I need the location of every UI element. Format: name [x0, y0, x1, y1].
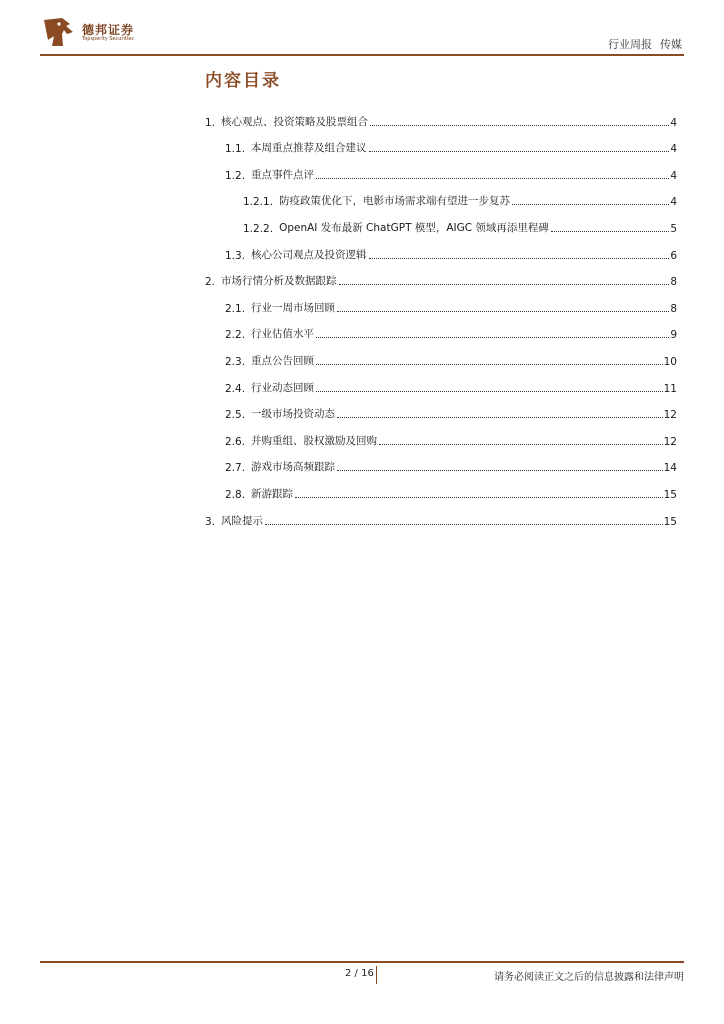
toc-entry[interactable] [205, 395, 677, 422]
toc-entry[interactable] [205, 368, 677, 395]
toc-entry[interactable] [205, 235, 677, 262]
toc-entry-number: 1. [205, 116, 216, 129]
toc-entry-number: 2.5. [225, 409, 246, 422]
toc-entry-number: 1.2.2. [243, 222, 274, 235]
toc-entry-title: 并购重组、股权激励及回购 [251, 434, 378, 447]
toc-dot-leader [512, 204, 669, 205]
report-sector: 传媒 [660, 38, 682, 51]
toc-entry-title: 风险提示 [221, 514, 264, 527]
toc-dot-leader [316, 364, 663, 365]
toc-entry-number: 1.2. [225, 169, 246, 182]
toc-dot-leader [551, 231, 669, 232]
toc-entry-title: OpenAI 发布最新 ChatGPT 模型，AIGC 领域再添里程碑 [279, 221, 549, 234]
toc-entry-page: 5 [670, 222, 677, 235]
toc-dot-leader [369, 151, 670, 152]
toc-entry-page: 4 [670, 196, 677, 209]
toc-dot-leader [379, 444, 663, 445]
toc-dot-leader [337, 417, 663, 418]
toc-entry-number: 2.8. [225, 488, 246, 501]
toc-entry-title: 新游跟踪 [251, 487, 294, 500]
toc-entry[interactable] [205, 102, 677, 129]
toc-entry[interactable] [205, 129, 677, 156]
toc-entry-title: 市场行情分析及数据跟踪 [221, 275, 337, 288]
toc-entry[interactable] [205, 448, 677, 475]
toc-dot-leader [337, 470, 663, 471]
toc-entry-page: 10 [663, 355, 677, 368]
report-category [608, 36, 682, 52]
toc-entry[interactable] [205, 421, 677, 448]
toc-entry-title: 本周重点推荐及组合建议 [251, 142, 367, 155]
footer-divider [40, 961, 684, 963]
toc-dot-leader [316, 178, 669, 179]
toc-entry[interactable] [205, 315, 677, 342]
toc-entry[interactable] [205, 155, 677, 182]
toc-title: 内容目录 [205, 71, 281, 91]
toc-entry[interactable] [205, 262, 677, 289]
page-number: 2 / 16 [345, 968, 374, 979]
toc-entry-number: 2.1. [225, 302, 246, 315]
toc-entry-page: 11 [663, 382, 677, 395]
toc-entry-page: 15 [663, 488, 677, 501]
toc-dot-leader [339, 284, 670, 285]
toc-entry[interactable] [205, 208, 677, 235]
toc-entry-number: 1.1. [225, 143, 246, 156]
toc-entry-page: 8 [670, 302, 677, 315]
toc-entry-page: 14 [663, 462, 677, 475]
toc-entry-number: 2. [205, 276, 216, 289]
toc-entry-title: 重点事件点评 [251, 168, 315, 181]
report-type: 行业周报 [608, 38, 652, 51]
horse-head-logo-icon [40, 16, 76, 50]
toc-entry-page: 4 [670, 116, 677, 129]
toc-entry-page: 6 [670, 249, 677, 262]
toc-entry-title: 核心观点、投资策略及股票组合 [221, 115, 369, 128]
toc-entry-number: 2.4. [225, 382, 246, 395]
header-divider [40, 54, 684, 56]
toc-entry-title: 行业一周市场回顾 [251, 301, 336, 314]
toc-entry-number: 2.7. [225, 462, 246, 475]
toc-entry[interactable] [205, 474, 677, 501]
toc-dot-leader [337, 311, 669, 312]
toc-dot-leader [316, 391, 663, 392]
toc-entry-title: 行业动态回顾 [251, 381, 315, 394]
toc-entry-number: 2.6. [225, 435, 246, 448]
toc-entry-title: 核心公司观点及投资逻辑 [251, 248, 367, 261]
toc-entry-page: 8 [670, 276, 677, 289]
toc-entry-number: 1.3. [225, 249, 246, 262]
toc-entry[interactable] [205, 341, 677, 368]
footer-separator [376, 966, 377, 984]
toc-entry-page: 12 [663, 435, 677, 448]
toc-entry-page: 4 [670, 169, 677, 182]
toc-entry-page: 4 [670, 143, 677, 156]
toc-entry-title: 一级市场投资动态 [251, 408, 336, 421]
toc-dot-leader [369, 258, 670, 259]
toc-dot-leader [295, 497, 663, 498]
toc-entry-page: 15 [663, 515, 677, 528]
toc-dot-leader [370, 125, 669, 126]
toc-entry[interactable] [205, 288, 677, 315]
brand-logo [40, 16, 160, 50]
toc-dot-leader [265, 524, 663, 525]
brand-name-en: Topsperity Securities [82, 36, 134, 42]
toc-entry-number: 2.2. [225, 329, 246, 342]
toc-entry-page: 9 [670, 329, 677, 342]
toc-entry-number: 1.2.1. [243, 196, 274, 209]
toc-entry-number: 3. [205, 515, 216, 528]
toc-dot-leader [316, 337, 669, 338]
toc-entry-page: 12 [663, 409, 677, 422]
table-of-contents [205, 102, 677, 528]
toc-entry-title: 防疫政策优化下，电影市场需求端有望进一步复苏 [279, 195, 511, 208]
brand-name-cn: 德邦证券 [82, 23, 135, 37]
toc-entry-title: 重点公告回顾 [251, 354, 315, 367]
disclaimer-note: 请务必阅读正文之后的信息披露和法律声明 [494, 972, 684, 983]
toc-entry-number: 2.3. [225, 355, 246, 368]
toc-entry[interactable] [205, 501, 677, 528]
toc-entry-title: 行业估值水平 [251, 328, 315, 341]
toc-entry[interactable] [205, 182, 677, 209]
toc-entry-title: 游戏市场高频跟踪 [251, 461, 336, 474]
